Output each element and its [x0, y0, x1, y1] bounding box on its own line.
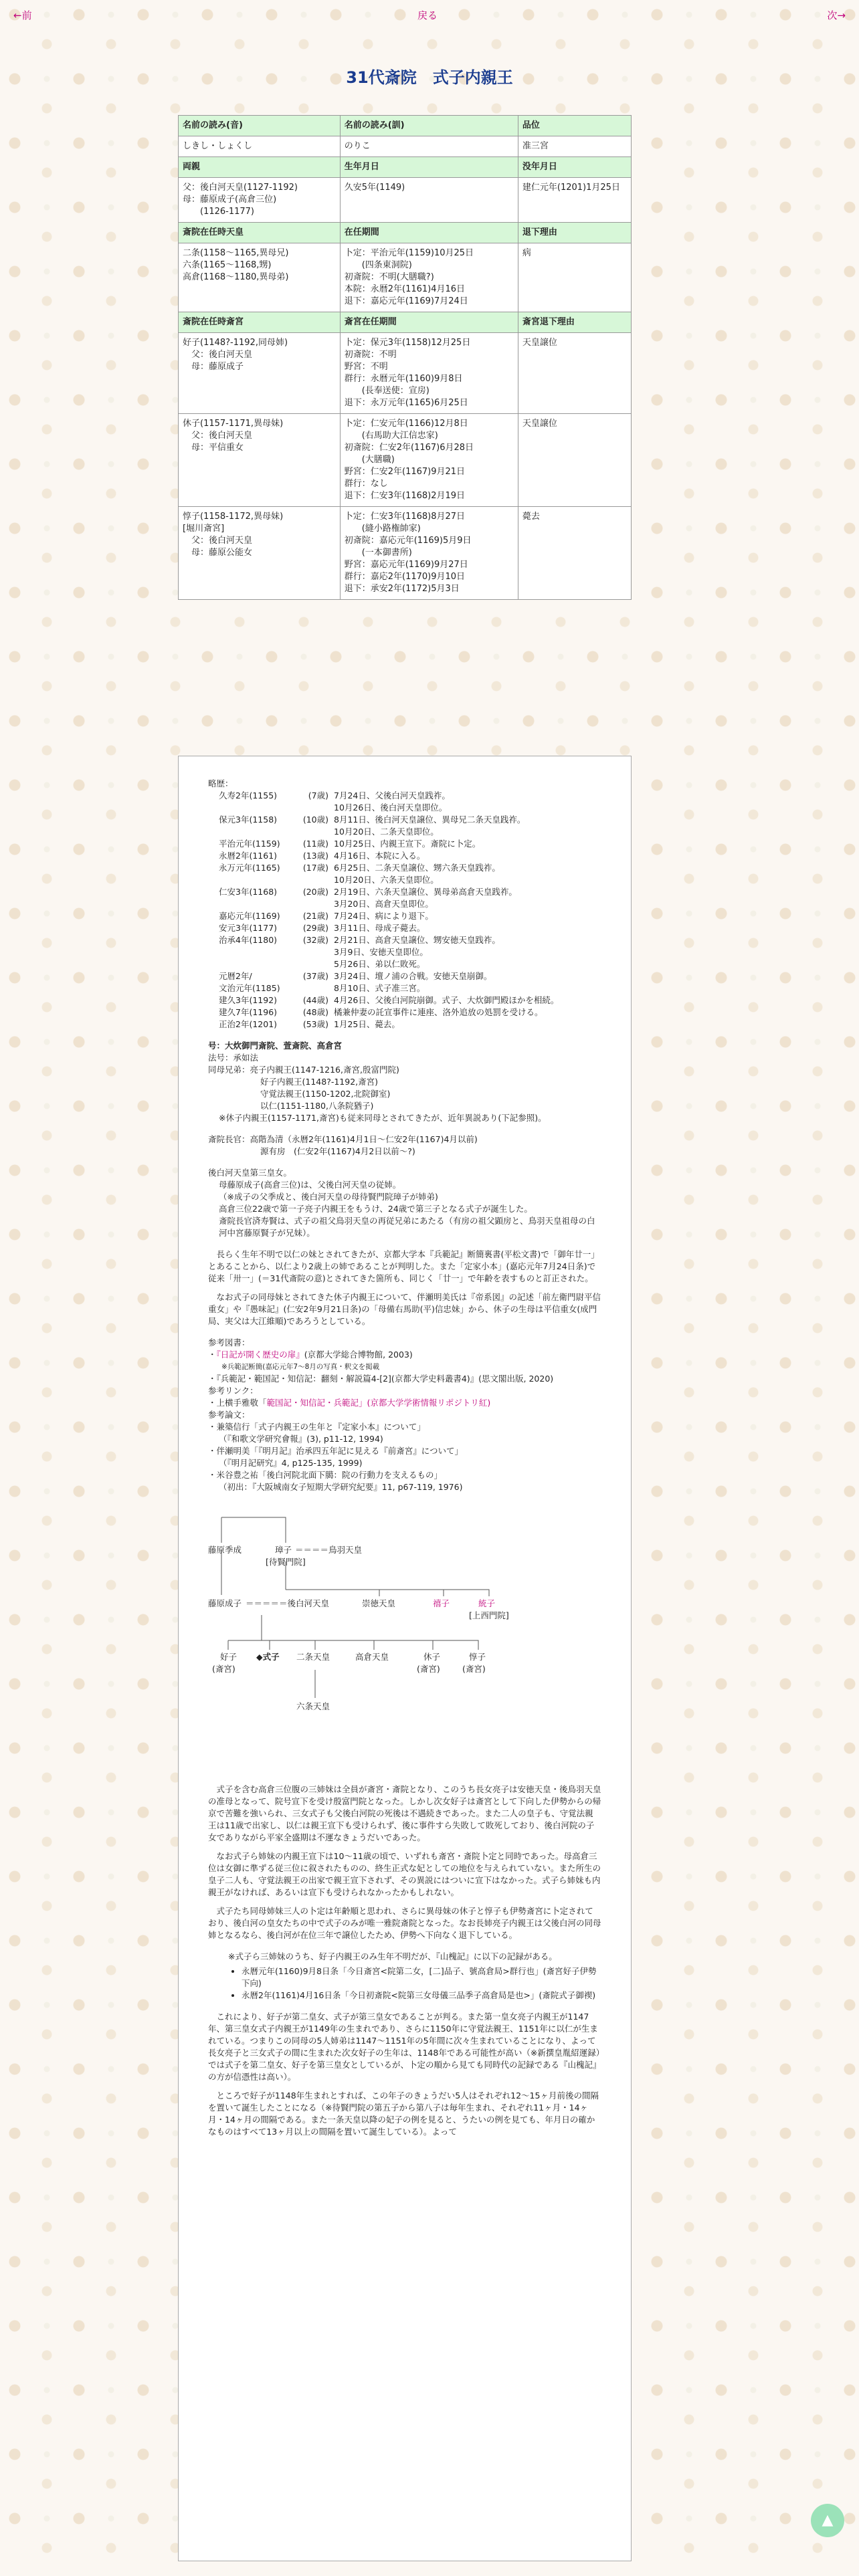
chronology-row — [208, 910, 601, 922]
note-section — [208, 1951, 601, 2002]
refs-head: 参考図書： — [208, 1337, 250, 1348]
prev-link[interactable]: ←前 — [13, 9, 32, 21]
chronology-ev: 4月26日、父後白河院崩御。式子、大炊御門殿ほかを相続。 — [334, 995, 559, 1005]
table-cell: 天皇譲位 — [518, 414, 631, 507]
family-tree-lines — [208, 1509, 603, 1770]
table-cell: 斎宮退下理由 — [518, 312, 631, 333]
chronology-age: (10歳) — [302, 815, 328, 825]
link-prefix: 上横手雅敬「 — [216, 1398, 267, 1408]
officials-next: 源有房 (仁安2年(1167)4月2日以前～?) — [260, 1146, 415, 1156]
tree-node: (斎宮) — [212, 1664, 235, 1674]
table-cell: 卜定：平治元年(1159)10月25日 (四条東洞院) 初斎院：不明(大膳職?) 本院：永暦2年(1161)4月16日 退下：嘉応元年(1169)7月24日 — [340, 243, 518, 312]
chronology-age — [296, 958, 334, 970]
info-table — [178, 115, 632, 600]
chronology-ev: 4月16日、本院に入る。 — [334, 851, 425, 861]
chronology-ev: 橘兼仲妻の託宣事件に連座、洛外追放の処罰を受ける。 — [334, 1007, 543, 1017]
chronology-era: 平治元年(1159) — [219, 839, 280, 849]
tree-node: [待賢門院] — [266, 1557, 306, 1567]
paragraph: なお式子ら姉妹の内親王宣下は10〜11歳の頃で、いずれも斎宮・斎院卜定と同時であった。母高倉三位は女御に準ずる従三位に叙されたものの、終生正式な妃としての地位を与えられていない。また所生の皇子二人も、守覚法親王の出家で親王宣下されず、その異説にはついに宣下はなかった。式子ら姉妹も内親王がなければ、あるいは宣下も受けられなかったかもしれない。 — [208, 1851, 601, 1897]
chronology-ev: 2月21日、高倉天皇譲位、甥安徳天皇践祚。 — [334, 935, 500, 945]
table-cell: 惇子(1158-1172,異母妹) [堀川斎宮] 父：後白河天皇 母：藤原公能女 — [179, 507, 341, 600]
chronology-ev: 8月11日、後白河天皇譲位、異母兄二条天皇践祚。 — [334, 815, 526, 825]
chronology-row — [208, 1006, 601, 1018]
chronology-row — [208, 886, 601, 898]
siblings-note: ※休子内親王(1157-1171,斎宮)も従来同母とされてきたが、近年異説あり(下記参照)。 — [219, 1113, 547, 1123]
chronology-row — [208, 958, 601, 970]
chronology-ev: 6月25日、二条天皇譲位、甥六条天皇践祚。 — [334, 863, 500, 873]
paragraph-sisters — [208, 1784, 601, 1941]
paragraph: ところで好子が1148年生まれとすれば、この年子のきょうだい5人はそれぞれ12〜15ヶ月前後の間隔を置いて誕生したことになる（※待賢門院の第五子から第八子は毎年生まれ、それぞれ11ヶ月・14ヶ月・14ヶ月の間隔である。また一条天皇以降の妃子の例を見ると、うたいの例を見ても、年月日の確かなものはすべて13ヶ月以上の間隔を置いて誕生している）。よって — [208, 2090, 599, 2137]
table-cell: 斎院在任時斎宮 — [179, 312, 341, 333]
chronology-ev: 3月20日、高倉天皇即位。 — [334, 899, 434, 909]
paper-source: （初出：『大阪城南女子短期大学研究紀要』11, p67-119, 1976) — [219, 1482, 463, 1492]
table-cell: 建仁元年(1201)1月25日 — [518, 178, 631, 223]
chronology-era: 嘉応元年(1169) — [219, 911, 280, 921]
table-cell: しきし・しょくし — [179, 136, 341, 157]
back-link[interactable]: 戻る — [417, 9, 438, 21]
chronology-age — [296, 898, 334, 910]
text-line: 後白河天皇第三皇女。 — [208, 1168, 292, 1178]
tree-node: 藤原季成 — [208, 1545, 242, 1555]
chronology-era — [208, 802, 296, 814]
text-line: （※成子の父季成と、後白河天皇の母待賢門院璋子が姉弟) — [219, 1192, 438, 1202]
chronology-era: 永万元年(1165) — [219, 863, 280, 873]
tree-node: 六条天皇 — [296, 1701, 330, 1711]
table-row — [179, 333, 632, 414]
chronology-row — [208, 994, 601, 1006]
chronology-ev: 10月25日、内親王宣下。斎院に卜定。 — [334, 839, 481, 849]
tree-node: 璋子 — [275, 1545, 292, 1555]
paragraph: 式子を含む高倉三位腹の三姉妹は全員が斎宮・斎院となり、このうち長女亮子は安徳天皇・後鳥羽天皇の准母となって、院号宣下を受け殷富門院となった。しかし次女好子は斎宮として下向した伊勢からの帰京で苦難を強いられ、三女式子も父後白河院の死後は不遇続きであった。また二人の皇子も、守覚法親王は11歳で出家し、以仁は親王宣下も受けられず、後に事件すら失敗して敗死しており、後白河院の子女でありながら平家全盛期は不運なきょうだいであった。 — [208, 1784, 601, 1842]
table-cell: 両親 — [179, 157, 341, 178]
officials-head: 斎院長官：高階為清（永暦2年(1161)4月1日～仁安2年(1167)4月以前) — [208, 1134, 478, 1144]
sibling-item: 以仁(1151-1180,八条院猶子) — [260, 1101, 374, 1111]
chronology-row — [208, 838, 601, 850]
table-header-row — [179, 312, 632, 333]
table-row — [179, 507, 632, 600]
paragraph: 式子たち同母姉妹三人の卜定は年齢順と思われ、さらに異母妹の休子と惇子も伊勢斎宮に卜定されており、後白河の皇女たちの中で式子のみが唯一雅院斎院となった。なお長姉亮子内親王は父後白河の同母姉となるなら、後白河が在位三年で譲位したため、伊勢へ下向なく退下している。 — [208, 1906, 601, 1940]
table-row — [179, 178, 632, 223]
paragraph: 長らく生年不明で以仁の妹とされてきたが、京都大学本『兵範記』断簡裏書(平松文書)で「御年廿一」とあることから、以仁より2歳上の姉であることが判明した。また「定家小本」(嘉応元年7月24日条)で従来「卅一」(＝31代斎院の意)とされてきた箇所も、同じく「廿一」で年齢を表すものと訂正された。 — [208, 1249, 599, 1283]
sibling-item: 好子内親王(1148?-1192,斎宮) — [260, 1077, 378, 1087]
chronology-age: (48歳) — [302, 1007, 328, 1017]
chronology-age — [296, 982, 334, 994]
gou-line: 号：大炊御門斎院、萱斎院、高倉宮 — [208, 1041, 343, 1051]
tree-node: (斎宮) — [462, 1664, 486, 1674]
chronology-age: (32歳) — [302, 935, 328, 945]
table-cell: 斎院在任時天皇 — [179, 223, 341, 243]
chronology-era — [208, 874, 296, 886]
table-cell: のりこ — [340, 136, 518, 157]
chronology-era — [208, 958, 296, 970]
table-cell: 好子(1148?-1192,同母姉) 父：後白河天皇 母：藤原成子 — [179, 333, 341, 414]
chronology-ev: 3月9日、安徳天皇即位。 — [334, 947, 428, 957]
note-item: • 永暦2年(1161)4月16日条「今日初斎院<院第三女母儀三品季子高倉局是也>」(斎院式子御禊) — [242, 1990, 601, 2002]
chronology-era: 永暦2年(1161) — [219, 851, 278, 861]
table-cell: 名前の読み(訓) — [340, 116, 518, 136]
chronology-ev: 3月11日、母成子薨去。 — [334, 923, 425, 933]
chronology-ev: 8月10日、式子准三宮。 — [334, 983, 425, 993]
paper-item: 兼築信行「式子内親王の生年と『定家小本』について」 — [216, 1422, 425, 1432]
top-navigation — [13, 8, 846, 21]
officials-section — [208, 1134, 601, 1158]
chronology-era: 正治2年(1201) — [219, 1019, 278, 1029]
tree-node: 休子 — [423, 1652, 441, 1662]
main-content — [178, 756, 632, 2561]
table-cell: 准三宮 — [518, 136, 631, 157]
chronology-era — [208, 898, 296, 910]
chronology-row — [208, 898, 601, 910]
chronology-era — [208, 946, 296, 958]
page-title: 31代斎院 式子内親王 — [346, 68, 513, 87]
table-cell: 退下理由 — [518, 223, 631, 243]
table-cell: 薨去 — [518, 507, 631, 600]
book-item: 『兵範記・範国記・知信記：翻刻・解説篇4-[2](京都大学史料叢書4)』(思文閣出版, 2020) — [216, 1374, 554, 1384]
paragraph-biography — [208, 1167, 601, 1239]
table-cell: 名前の読み(音) — [179, 116, 341, 136]
chronology-age: (21歳) — [302, 911, 328, 921]
papers-head: 参考論文： — [208, 1410, 250, 1420]
text-line: 斎院長官済寿賢は、式子の祖父鳥羽天皇の再従兄弟にあたる（有房の祖父顕房と、鳥羽天皇祖母の白河中宮藤原賢子が兄妹）。 — [219, 1216, 595, 1238]
book-info: (京都大学総合博物館, 2003) — [304, 1350, 413, 1360]
text-line: 母藤原成子(高倉三位)は、父後白河天皇の従姉。 — [219, 1180, 401, 1190]
next-link[interactable]: 次→ — [827, 9, 846, 21]
chronology-age: (44歳) — [302, 995, 328, 1005]
chronology-row — [208, 970, 601, 982]
chronology-heading: 略歴： — [208, 778, 233, 788]
family-tree — [208, 1509, 601, 1770]
table-cell: 品位 — [518, 116, 631, 136]
chronology-era: 安元3年(1177) — [219, 923, 278, 933]
table-cell: 天皇譲位 — [518, 333, 631, 414]
tree-node: 二条天皇 — [296, 1652, 330, 1662]
chronology-row — [208, 874, 601, 886]
chronology-age: (13歳) — [302, 851, 328, 861]
chronology-era: 元暦2年/ — [219, 971, 252, 981]
tree-node: [上西門院] — [469, 1610, 509, 1620]
chronology-row — [208, 862, 601, 874]
tree-node: ＝＝＝＝鳥羽天皇 — [295, 1545, 363, 1555]
table-header-row — [179, 157, 632, 178]
paper-item: 米谷豊之祐「後白河院北面下臈：院の行動力を支えるもの」 — [216, 1470, 443, 1480]
chronology-era: 仁安3年(1168) — [219, 887, 278, 897]
tree-node: 惇子 — [469, 1652, 486, 1662]
chronology-row — [208, 982, 601, 994]
chronology-age — [296, 826, 334, 838]
chronology-age — [296, 802, 334, 814]
chronology-era: 建久7年(1196) — [219, 1007, 278, 1017]
chronology-row — [208, 790, 601, 802]
houmei-line: 法号：承如法 — [208, 1053, 259, 1063]
names-section — [208, 1040, 601, 1124]
chronology-age: (37歳) — [302, 971, 328, 981]
table-cell: 卜定：保元3年(1158)12月25日 初斎院：不明 野宮：不明 群行：永暦元年(1160)9月8日 (長奉送使：宣房) 退下：永万元年(1165)6月25日 — [340, 333, 518, 414]
chronology-ev: 2月19日、六条天皇譲位、異母弟高倉天皇践祚。 — [334, 887, 517, 897]
chronology-row — [208, 850, 601, 862]
sibling-item: 守覚法親王(1150-1202,北院御室) — [260, 1089, 391, 1099]
tree-node: 好子 — [220, 1652, 237, 1662]
paper-item: 伴瀬明美「『明月記』治承四五年記に見える『前斎宮』について」 — [216, 1446, 464, 1456]
paragraph-yoshiko — [208, 2011, 601, 2138]
table-row — [179, 243, 632, 312]
chronology-age — [296, 874, 334, 886]
chronology-row — [208, 1018, 601, 1031]
table-cell: 卜定：仁安元年(1166)12月8日 (右馬助大江信忠家) 初斎院：仁安2年(1167)6月28日 (大膳職) 野宮：仁安2年(1167)9月21日 群行：なし 退下：仁安3年(1168)2月19日 — [340, 414, 518, 507]
repository-link[interactable]: 範国記・知信記・兵範記」 — [266, 1398, 367, 1408]
tree-node-self: ◆式子 — [256, 1652, 280, 1662]
chronology-ev: 5月26日、弟以仁敗死。 — [334, 959, 425, 969]
tree-node: ＝＝＝＝＝後白河天皇 — [246, 1598, 330, 1608]
tree-node: 禧子 — [433, 1598, 450, 1608]
chronology-era: 治承4年(1180) — [219, 935, 278, 945]
chronology-ev: 10月20日、二条天皇即位。 — [334, 827, 439, 837]
table-cell: 二条(1158～1165,異母兄) 六条(1165～1168,甥) 高倉(1168～1180,異母弟) — [179, 243, 341, 312]
chronology — [208, 778, 601, 1031]
chronology-row — [208, 802, 601, 814]
table-cell: 久安5年(1149) — [340, 178, 518, 223]
note-item: • 永暦元年(1160)9月8日条「今日斎宮<院第二女，[二]品子、號高倉局>群行也」(斎宮好子伊勢下向) — [242, 1965, 601, 1990]
chronology-age: (11歳) — [302, 839, 328, 849]
chronology-age: (53歳) — [302, 1019, 328, 1029]
link-suffix: (京都大学学術情報リポジトリ紅) — [367, 1398, 491, 1408]
table-row — [179, 414, 632, 507]
tree-node: 高倉天皇 — [355, 1652, 389, 1662]
siblings-head: 同母兄弟：亮子内親王(1147-1216,斎宮,殷富門院) — [208, 1065, 399, 1075]
chronology-ev: 7月24日、病により退下。 — [334, 911, 434, 921]
paragraph: これにより、好子が第二皇女、式子が第三皇女であることが判る。また第一皇女亮子内親王が1147年、第三皇女式子内親王が1149年の生まれであり、さらに1150年に守覚法親王、1151年に以仁が生まれている。つまりこの同母の5人姉弟は1147〜1151年の5年間に次々生まれていることになり、よって長女亮子と三女式子の間に生まれた次女好子の生年は、1148年である可能性が高い（※新撰皇胤紹運録）では式子を第二皇女、好子を第三皇女としているが、卜定の順から見ても同時代の記録である『山槐記』の方が信憑性は高い）。 — [208, 2012, 601, 2082]
chronology-era: 久寿2年(1155) — [219, 790, 278, 800]
chronology-age — [296, 946, 334, 958]
paper-source: （『和歌文学研究會報』(3), p11-12, 1994) — [219, 1434, 383, 1444]
table-cell: 斎宮在任期間 — [340, 312, 518, 333]
table-cell: 没年月日 — [518, 157, 631, 178]
chronology-age: (29歳) — [302, 923, 328, 933]
paragraph-birth-year — [208, 1249, 601, 1327]
paragraph: なお式子の同母妹とされてきた休子内親王について、伴瀬明美氏は『帝系図』の記述「前左衛門尉平信重女」や『愚味記』(仁安2年9月21日条)の「母備右馬助(平)信忠妹」から、休子の生母は平信重女(成門局、実父は大江維順)であろうとしている。 — [208, 1292, 601, 1326]
chronology-ev: 7月24日、父後白河天皇践祚。 — [334, 790, 450, 800]
tree-node: (斎宮) — [417, 1664, 440, 1674]
chronology-age: (20歳) — [302, 887, 328, 897]
chronology-era: 建久3年(1192) — [219, 995, 278, 1005]
table-cell: 父：後白河天皇(1127-1192) 母：藤原成子(高倉三位) (1126-1177) — [179, 178, 341, 223]
chronology-row — [208, 922, 601, 934]
chronology-ev: 3月24日、壇ノ浦の合戦。安徳天皇崩御。 — [334, 971, 492, 981]
note-intro: ※式子ら三姉妹のうち、好子内親王のみ生年不明だが、『山槐記』に以下の記録がある。 — [228, 1951, 557, 1961]
table-cell: 卜定：仁安3年(1168)8月27日 (縫小路権帥家) 初斎院：嘉応元年(1169)5月9日 (一本御書所) 野宮：嘉応元年(1169)9月27日 群行：嘉応2年(1170)9月10日 退下：承安2年(1172)5月3日 — [340, 507, 518, 600]
paper-source: （『明月記研究』4, p125-135, 1999) — [219, 1458, 363, 1468]
table-row — [179, 136, 632, 157]
table-cell: 在任期間 — [340, 223, 518, 243]
table-cell: 休子(1157-1171,異母妹) 父：後白河天皇 母：平信重女 — [179, 414, 341, 507]
text-line: 高倉三位22歳で第一子亮子内親王をもうけ、24歳で第三子となる式子が誕生した。 — [219, 1204, 533, 1214]
table-header-row — [179, 223, 632, 243]
chronology-row — [208, 814, 601, 826]
table-cell: 病 — [518, 243, 631, 312]
chronology-ev: 1月25日、薨去。 — [334, 1019, 400, 1029]
back-to-top-button[interactable]: ▲ — [811, 2504, 844, 2537]
table-header-row — [179, 116, 632, 136]
chronology-row — [208, 934, 601, 946]
tree-node: 藤原成子 — [208, 1598, 242, 1608]
chronology-ev: 10月26日、後白河天皇即位。 — [334, 802, 448, 813]
chronology-era: 文治元年(1185) — [219, 983, 280, 993]
chronology-row — [208, 826, 601, 838]
chronology-age: (17歳) — [302, 863, 328, 873]
table-cell: 生年月日 — [340, 157, 518, 178]
references-section: 参考図書： ・『日記が開く歴史の扉』(京都大学総合博物館, 2003) ※兵範記断簡(嘉応元年7〜8月の写真・釈文を掲載 ・『兵範記・範国記・知信記：翻刻・解説篇4-[2](京都大学史料叢書4)』(思文閣出版, 2020) 参考リンク： ・上横手雅敬「範国記・知信記・兵範記」(京都大学学術情報リポジトリ紅) 参考論文： ・兼築信行「式子内親王の生年と『定家小本』について」 （『和歌文学研究會報』(3), p11-12, 1994) ・伴瀬明美「『明月記』治承四五年記に見える『前斎宮』について」 （『明月記研究』4, p125-135, 1999) ・米谷豊之祐「後白河院北面下臈：院の行動力を支えるもの」 （初出：『大阪城南女子短期大学研究紀要』11, p67-119, 1976) — [208, 1337, 601, 1493]
book-subnote: ※兵範記断簡(嘉応元年7〜8月の写真・釈文を掲載 — [221, 1363, 380, 1371]
tree-node: 崇徳天皇 — [362, 1598, 396, 1608]
links-head: 参考リンク： — [208, 1386, 258, 1396]
chronology-era — [208, 826, 296, 838]
book-link[interactable]: 『日記が開く歴史の扉』 — [216, 1350, 304, 1360]
chronology-era: 保元3年(1158) — [219, 815, 278, 825]
chronology-row — [208, 946, 601, 958]
tree-node: 統子 — [478, 1598, 496, 1608]
chronology-ev: 10月20日、六条天皇即位。 — [334, 875, 439, 885]
chronology-age: (7歳) — [308, 790, 328, 800]
